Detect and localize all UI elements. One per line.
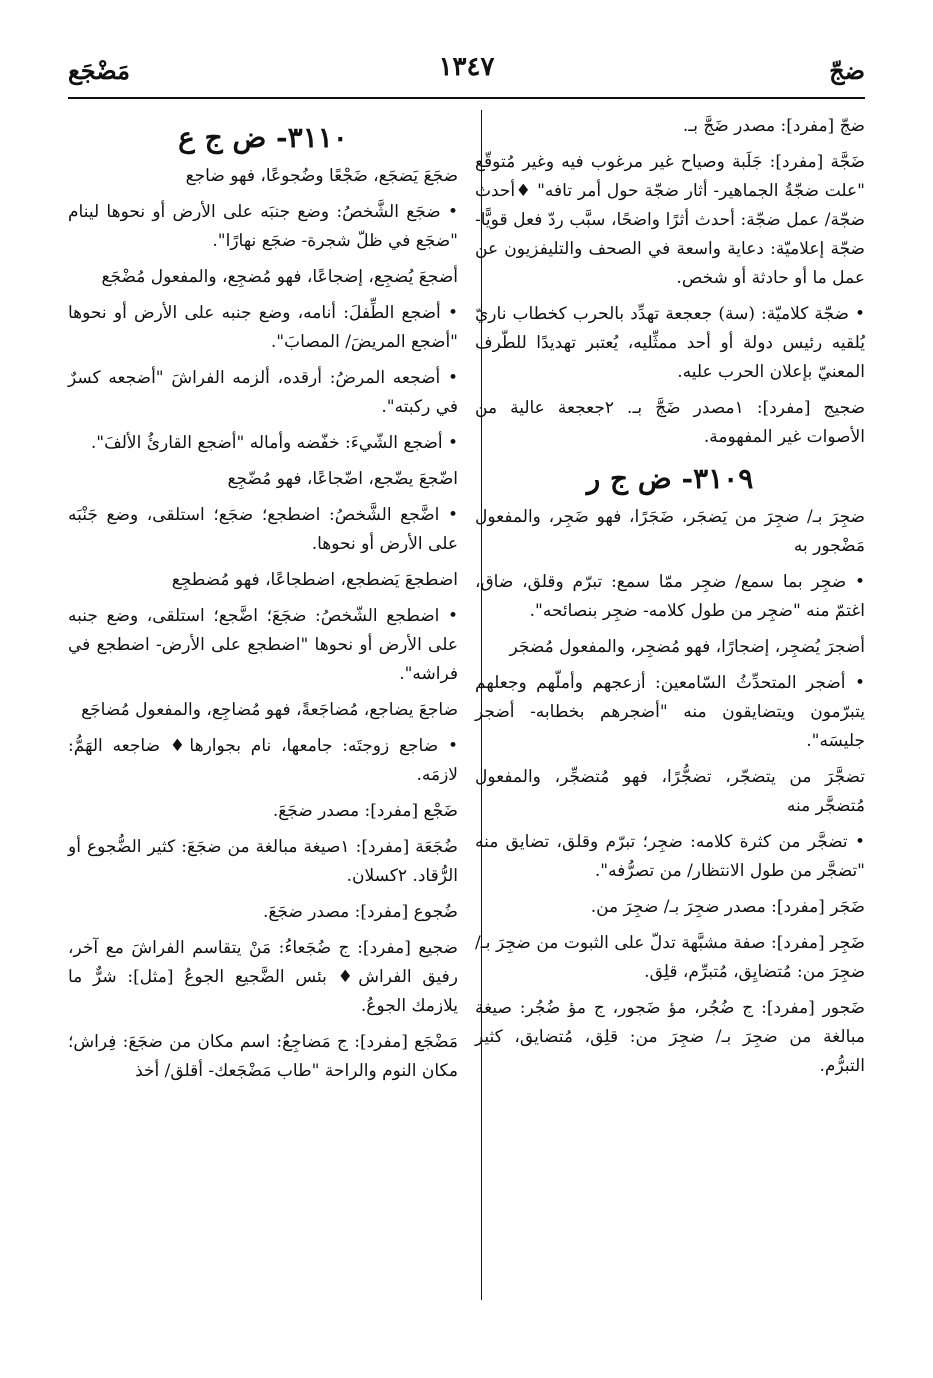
dictionary-entry: مَضْجَع [مفرد]: ج مَضاجِعُ: اسم مكان من ضجَعَ: فِراش؛ مكان النوم والراحة "طاب مَضْجَعك- أقلق/ أخذ — [68, 1032, 458, 1081]
dictionary-entry: ضُجَعَة [مفرد]: ١صيغة مبالغة من ضجَعَ: كثير الضُّجوع أو الرُّقاد. ٢كسلان. — [68, 837, 458, 886]
dictionary-entry: أضجرَ يُضجِر، إضجارًا، فهو مُضجِر، والمفعول مُضجَر — [509, 637, 865, 657]
dictionary-entry: • اضَّجع الشَّخصُ: اضطجع؛ ضجَع؛ استلقى، وضع جَنْبَه على الأرض أو نحوها. — [68, 505, 458, 554]
right-column — [475, 112, 865, 1088]
header-right-word: ضجّ — [829, 56, 865, 85]
dictionary-entry: ضُجوع [مفرد]: مصدر ضجَعَ. — [262, 902, 458, 922]
page-number: ١٣٤٧ — [438, 52, 495, 82]
dictionary-entry: ضَجَر [مفرد]: مصدر ضجِرَ بـ/ ضجِرَ من. — [590, 897, 865, 917]
dictionary-entry: • تضجَّر من كثرة كلامه: ضجِر؛ تبرّم وقلق، تضايق منه "تضجَّر من طول الانتظار/ من تصرُّفه". — [475, 832, 865, 881]
dictionary-entry: ضَجَّة [مفرد]: جَلَبة وصياح غير مرغوب فيه وغير مُتوقّع "علت ضجّةُ الجماهير- أثار ضجّة حول أمر تافه" ♦أحدث ضجّة/ عمل ضجّة: أحدث أثرًا واضحًا، سبَّب ردّ فعل قويًّا- ضجّة إعلاميّة: دعاية واسعة في الصحف والتليفزيون عن عمل ما أو حادثة أو شخص. — [475, 152, 865, 288]
page-header — [68, 48, 865, 98]
dictionary-entry: • ضاجع زوجتَه: جامعها، نام بجوارها♦ ضاجعه الهَمُّ: لازمَه. — [68, 736, 458, 785]
dictionary-entry: ضَجْع [مفرد]: مصدر ضجَعَ. — [272, 801, 458, 821]
dictionary-entry: • اضطجع الشّخصُ: ضجَعَ؛ اضَّجع؛ استلقى، وضع جنبه على الأرض أو نحوها "اضطجع على الأرض- اضطجع في فراشه". — [68, 606, 458, 684]
dictionary-entry: تضجَّرَ من يتضجّر، تضجُّرًا، فهو مُتضجِّر، والمفعول مُتضجَّر منه — [475, 767, 865, 816]
header-rule — [68, 97, 865, 99]
section-heading: ٣١٠٩- ض ج ر — [586, 462, 754, 495]
dictionary-entry: اضطجعَ يَضطجع، اضطجاعًا، فهو مُضطجِع — [171, 570, 458, 590]
dictionary-entry: • أضجعه المرضُ: أرقده، ألزمه الفراشَ "أضجعه كسرٌ في ركبته". — [68, 368, 458, 417]
dictionary-entry: ضاجعَ يضاجع، مُضاجَعةً، فهو مُضاجِع، والمفعول مُضاجَع — [81, 700, 458, 720]
dictionary-entry: • ضجّة كلاميّة: (سة) جعجعة تهدِّد بالحرب كخطاب ناريّ يُلقيه رئيس دولة أو أحد ممثِّليه، يُعتبر تهديدًا للطّرف المعنيّ بإعلان الحرب عليه. — [475, 304, 865, 382]
dictionary-entry: ضجَعَ يَضجَع، ضَجْعًا وضُجوعًا، فهو ضاجع — [185, 166, 458, 186]
dictionary-entry: اضّجعَ يضّجع، اضّجاعًا، فهو مُضّجِع — [227, 469, 458, 489]
dictionary-entry: ضَجِر [مفرد]: صفة مشبَّهة تدلّ على الثبوت من ضجِرَ بـ/ ضجِرَ من: مُتضايِق، مُتبرِّم، قلِق. — [475, 933, 865, 982]
header-left-word: مَضْجَع — [68, 56, 130, 85]
dictionary-entry: • أضجع الطِّفلَ: أنامه، وضع جنبه على الأرض أو نحوها "أضجع المريضَ/ المصابَ". — [68, 303, 458, 352]
dictionary-entry: أضجعَ يُضجِع، إضجاعًا، فهو مُضجِع، والمفعول مُضْجَع — [101, 267, 458, 287]
dictionary-entry: • ضجَع الشَّخصُ: وضع جنبَه على الأرض أو نحوها لينام "ضجَع في ظلّ شجرة- ضجَع نهارًا". — [68, 202, 458, 251]
dictionary-entry: ضجِرَ بـ/ ضجِرَ من يَضجَر، ضَجَرًا، فهو ضَجِر، والمفعول مَضْجور به — [475, 507, 865, 556]
dictionary-entry: ضجيع [مفرد]: ج ضُجَعاءُ: مَنْ يتقاسم الفراشَ مع آخر، رفيق الفراش♦ بئس الضَّجيع الجوعُ [مثل]: شرٌّ ما يلازمك الجوعُ. — [68, 938, 458, 1016]
dictionary-entry: ضَجور [مفرد]: ج ضُجُر، مؤ ضَجور، ج مؤ ضُجُر: صيغة مبالغة من ضجِرَ بـ/ ضجِرَ من: قلِق، مُتضايق، كثير التبرُّم. — [475, 998, 865, 1076]
section-heading: ٣١١٠- ض ج ع — [178, 121, 348, 154]
dictionary-entry: • أضجر المتحدِّثُ السّامعين: أزعجهم وأملّهم وجعلهم يتبرّمون ويتضايقون منه "أضجرهم بخطابه- أضجر جليسَه". — [475, 673, 865, 751]
dictionary-entry: • ضجِر بما سمع/ ضجِر ممّا سمع: تبرّم وقلق، ضاق، اغتمّ منه "ضجِر من طول كلامه- ضجِر بنصائحه". — [475, 572, 865, 621]
dictionary-entry: ضجيج [مفرد]: ١مصدر ضَجَّ بـ. ٢جعجعة عالية من الأصوات غير المفهومة. — [475, 398, 866, 447]
left-column — [68, 112, 458, 1093]
dictionary-entry: • أضجع الشّيءَ: خفّضه وأماله "أضجع القارئُ الألفَ". — [90, 433, 458, 453]
dictionary-entry: ضجّ [مفرد]: مصدر ضَجَّ بـ. — [682, 116, 865, 136]
